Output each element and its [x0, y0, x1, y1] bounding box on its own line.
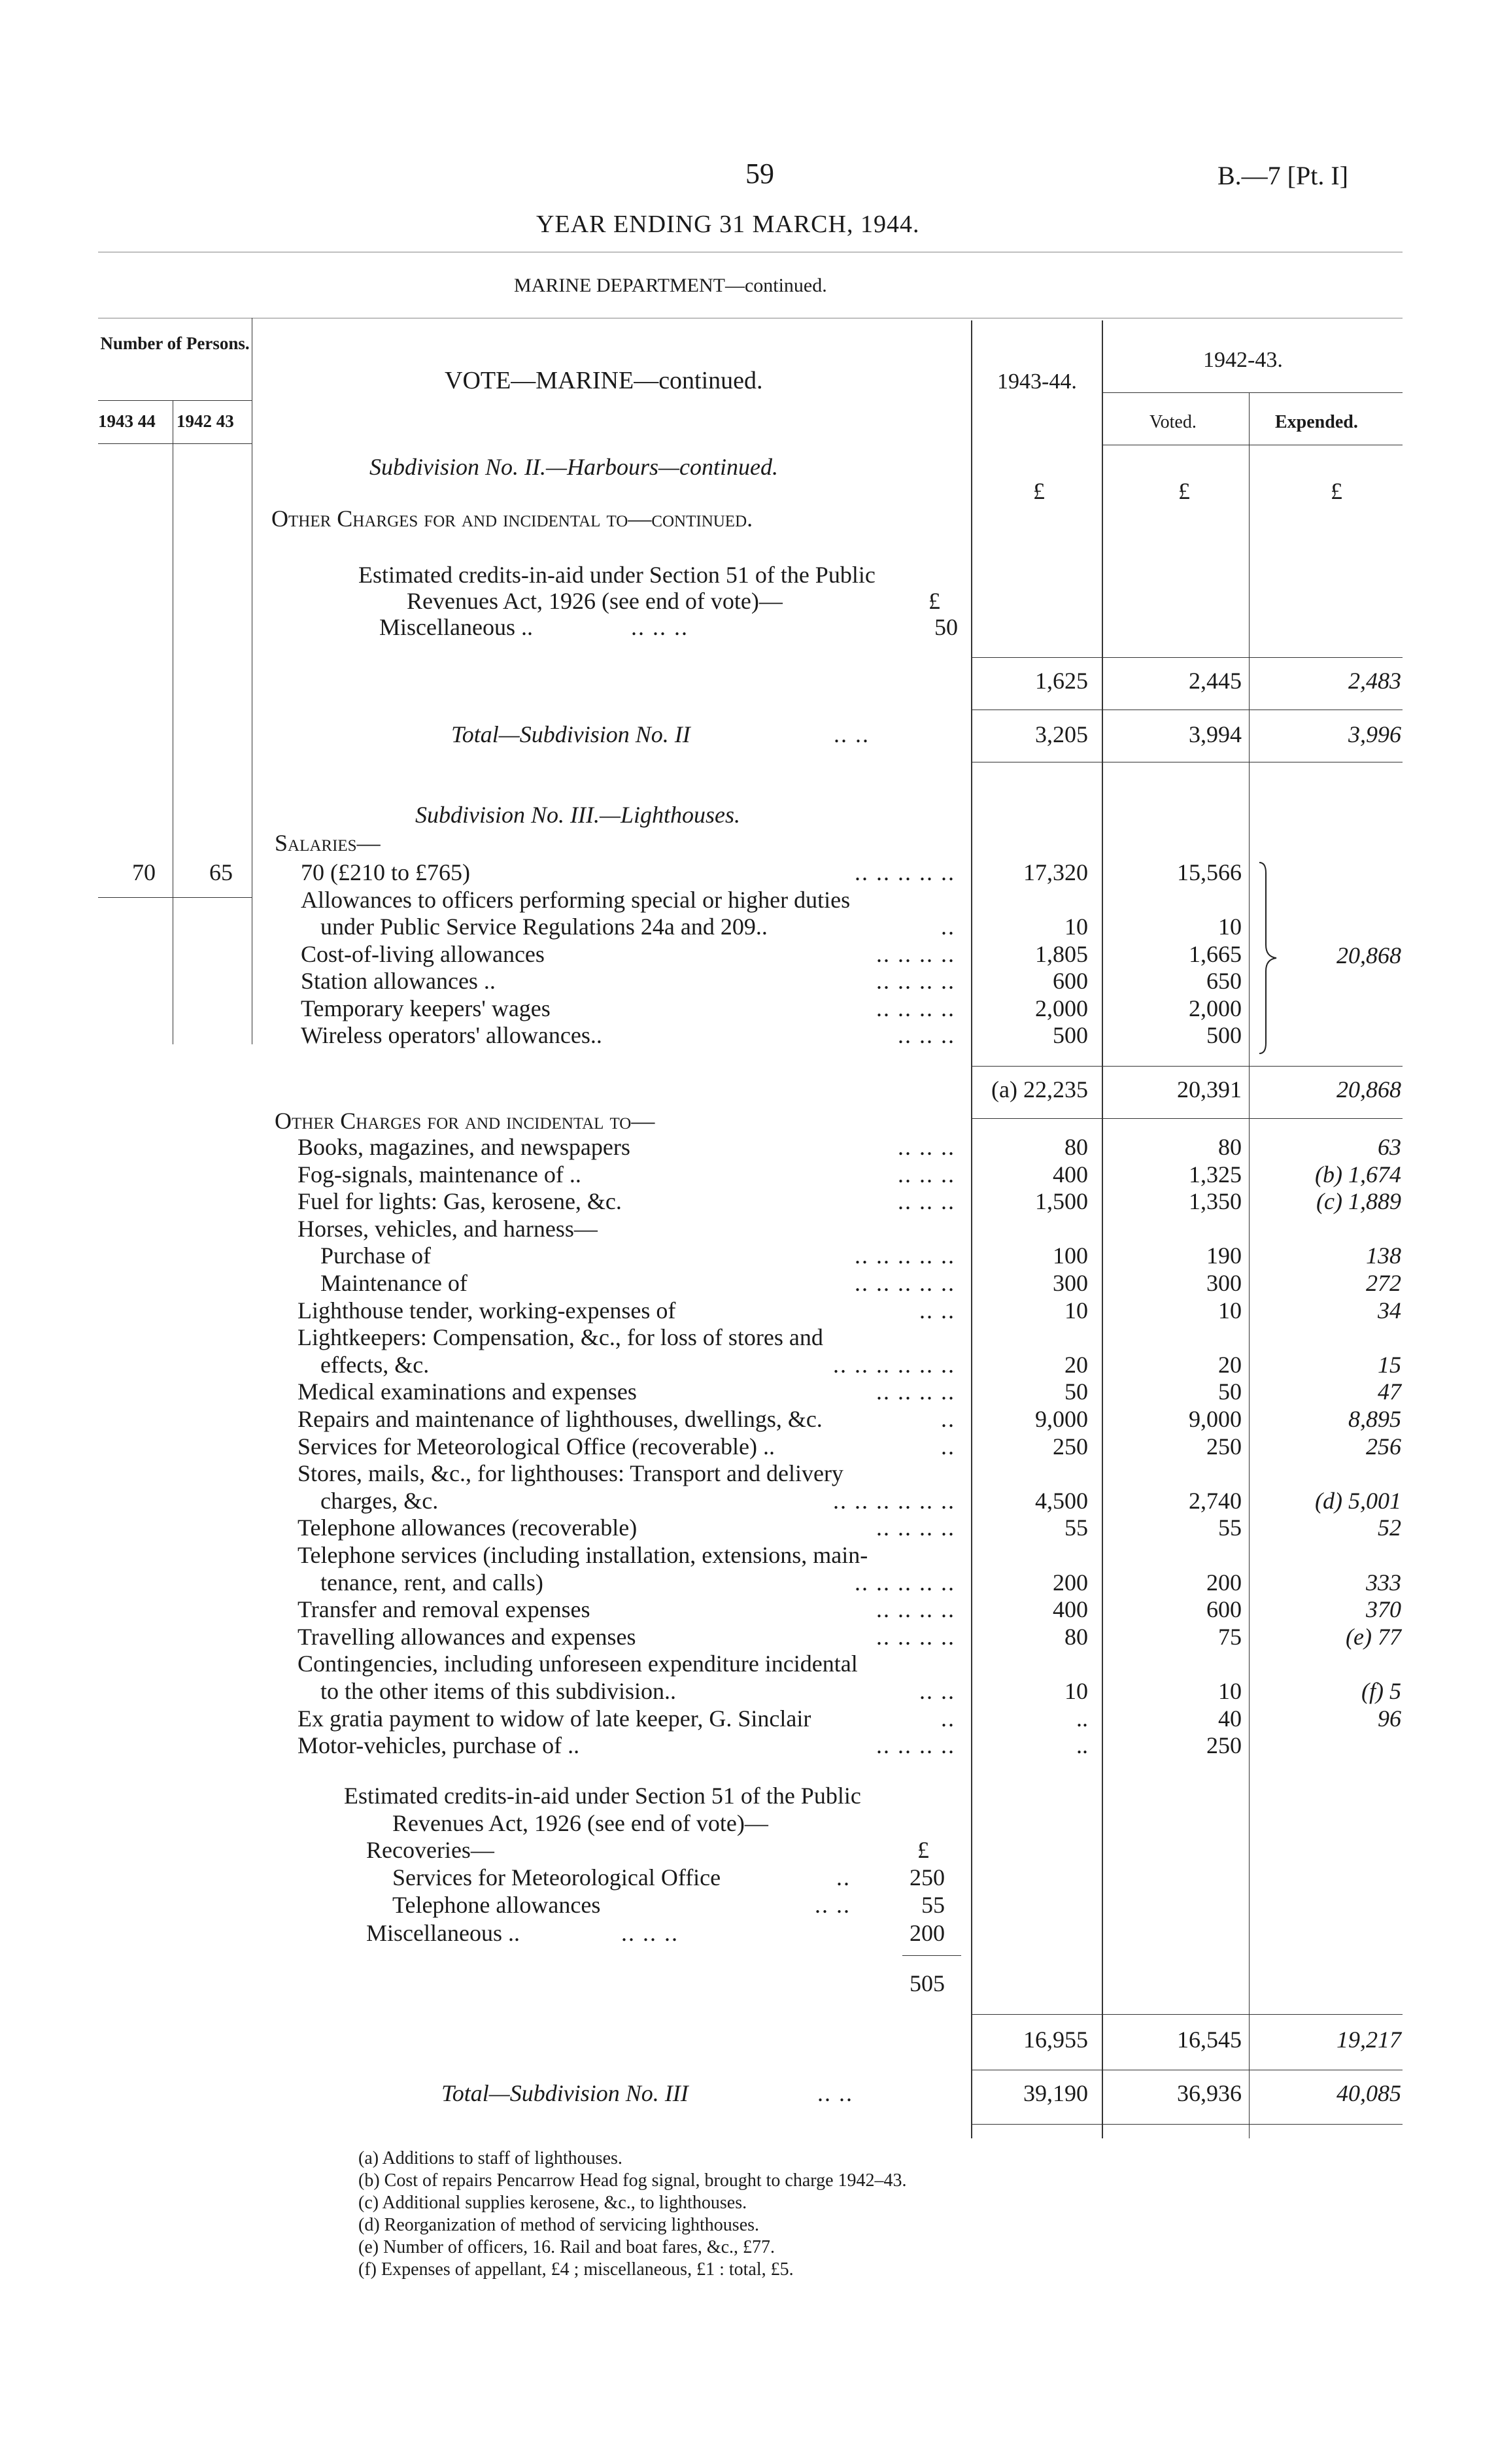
other-row-1943: 250 — [1053, 1433, 1088, 1460]
other-row-voted: 1,325 — [1189, 1161, 1242, 1188]
sub3-total-label: Total—Subdivision No. III — [441, 2080, 689, 2106]
other-row-1943: 80 — [1064, 1134, 1088, 1160]
other-row-expended: 138 — [1366, 1242, 1401, 1269]
other-row-dots: .. .. .. .. — [876, 1624, 955, 1650]
salary-row-1943: 500 — [1053, 1022, 1088, 1048]
other-row-dots: .. .. .. .. .. .. — [833, 1352, 955, 1378]
salary-row-voted: 650 — [1206, 968, 1242, 994]
other-row-expended: 256 — [1366, 1433, 1401, 1460]
salary-total-bottom-rule — [971, 1118, 1403, 1119]
other-row-dots: .. .. .. .. .. — [855, 1242, 955, 1269]
sub3-misc-value: 200 — [910, 1920, 945, 1946]
sub2-sum-1943: 1,625 — [1035, 668, 1088, 694]
other-row-voted: 250 — [1206, 1433, 1242, 1460]
other-row-expended: 34 — [1378, 1297, 1401, 1324]
other-row-expended: 47 — [1378, 1378, 1401, 1405]
sub2-total-1943: 3,205 — [1035, 721, 1088, 747]
expended-header: Expended. — [1275, 412, 1358, 432]
col-1943-left-border — [971, 320, 972, 2138]
other-row-dots: .. — [941, 1406, 955, 1432]
other-row-dots: .. .. — [919, 1297, 955, 1324]
sub2-credits-pound: £ — [928, 588, 940, 614]
persons-col-1943: 1943 44 — [98, 411, 156, 431]
sub3-credits-pound: £ — [917, 1837, 929, 1863]
footnote: (a) Additions to staff of lighthouses. — [358, 2148, 622, 2168]
other-row-voted: 55 — [1218, 1514, 1242, 1541]
other-row-expended: (c) 1,889 — [1316, 1188, 1401, 1214]
salary-row-label: under Public Service Regulations 24a and 209.. — [320, 914, 768, 940]
sub2-misc-dots: .. .. .. — [631, 614, 689, 640]
sub2-sum-expended: 2,483 — [1348, 668, 1401, 694]
other-row-1943: 50 — [1064, 1378, 1088, 1405]
sub3-total-voted: 36,936 — [1177, 2080, 1242, 2106]
other-row-expended: 333 — [1366, 1569, 1401, 1596]
col-1942-rule — [1102, 392, 1403, 393]
footnote: (c) Additional supplies kerosene, &c., to lighthouses. — [358, 2193, 747, 2213]
other-row-1943: 200 — [1053, 1569, 1088, 1596]
sub2-sum-rule — [971, 657, 1403, 658]
sub3-credits-total: 505 — [910, 1970, 945, 1996]
col-1943-right-border — [1102, 320, 1103, 2138]
other-row-dots: .. .. .. .. .. .. — [833, 1488, 955, 1514]
other-row-label: to the other items of this subdivision.. — [320, 1678, 676, 1704]
other-row-voted: 600 — [1206, 1596, 1242, 1622]
sub3-recoveries: Recoveries— — [366, 1837, 494, 1863]
sub3-persons-1943: 70 — [132, 859, 156, 885]
salary-row-1943: 2,000 — [1035, 995, 1088, 1021]
sub3-sum-voted: 16,545 — [1177, 2027, 1242, 2053]
sub2-misc-value: 50 — [934, 614, 958, 640]
voted-header: Voted. — [1149, 412, 1197, 432]
footnote: (d) Reorganization of method of servicing lighthouses. — [358, 2215, 760, 2235]
recovery-row-dots: .. .. — [815, 1892, 851, 1918]
other-row-label: Services for Meteorological Office (recoverable) .. — [298, 1433, 775, 1460]
other-row-dots: .. .. .. — [898, 1134, 955, 1160]
salary-row-1943: 10 — [1064, 914, 1088, 940]
salary-row-label: 70 (£210 to £765) — [301, 859, 470, 885]
sub3-total-dots: .. .. — [817, 2080, 853, 2106]
salary-row-label: Station allowances .. — [301, 968, 496, 994]
other-row-1943: 9,000 — [1035, 1406, 1088, 1432]
sub3-credits-line1: Estimated credits-in-aid under Section 51 of the Public — [344, 1783, 861, 1809]
salary-total-voted: 20,391 — [1177, 1076, 1242, 1103]
other-row-label: Telephone services (including installation, extensions, main- — [298, 1542, 868, 1568]
other-row-dots: .. .. .. .. .. — [855, 1569, 955, 1596]
other-row-1943: 80 — [1064, 1624, 1088, 1650]
other-row-label: Ex gratia payment to widow of late keeper, G. Sinclair — [298, 1705, 811, 1732]
other-row-voted: 250 — [1206, 1732, 1242, 1758]
persons-header — [98, 334, 252, 353]
salary-total-1943: (a) 22,235 — [991, 1076, 1088, 1103]
other-row-expended: 15 — [1378, 1352, 1401, 1378]
sub2-title: Subdivision No. II.—Harbours—continued. — [369, 454, 778, 480]
salary-row-voted: 1,665 — [1189, 941, 1242, 967]
salary-row-label: Temporary keepers' wages — [301, 995, 551, 1021]
other-row-expended: (f) 5 — [1361, 1678, 1401, 1704]
sub2-credits-line2: Revenues Act, 1926 (see end of vote)— — [407, 588, 783, 614]
salary-row-dots: .. .. .. .. — [876, 941, 955, 967]
credits-sum-rule — [902, 1955, 961, 1956]
page-number: 59 — [745, 158, 774, 190]
vote-header: VOTE—MARINE—continued. — [445, 367, 763, 394]
sub3-total-1943: 39,190 — [1023, 2080, 1088, 2106]
other-row-label: Lighthouse tender, working-expenses of — [298, 1297, 676, 1324]
other-row-label: Transfer and removal expenses — [298, 1596, 590, 1622]
sub3-persons-1942: 65 — [209, 859, 233, 885]
other-row-voted: 9,000 — [1189, 1406, 1242, 1432]
sub2-total-label: Total—Subdivision No. II — [451, 721, 690, 747]
sub3-credits-line2: Revenues Act, 1926 (see end of vote)— — [392, 1810, 768, 1836]
sub3-other-charges: Other Charges for and incidental to— — [275, 1108, 655, 1134]
brace-shape — [1257, 860, 1283, 1056]
sub3-sum-expended: 19,217 — [1336, 2027, 1401, 2053]
sub2-misc-label: Miscellaneous .. — [379, 614, 533, 640]
other-row-label: Horses, vehicles, and harness— — [298, 1216, 598, 1242]
other-row-dots: .. .. .. .. — [876, 1732, 955, 1758]
other-row-label: Repairs and maintenance of lighthouses, dwellings, &c. — [298, 1406, 823, 1432]
other-row-1943: 55 — [1064, 1514, 1088, 1541]
other-row-dots: .. .. .. .. .. — [855, 1270, 955, 1296]
other-row-label: Purchase of — [320, 1242, 431, 1269]
salary-row-dots: .. .. .. .. .. — [855, 859, 955, 885]
other-row-voted: 20 — [1218, 1352, 1242, 1378]
other-row-label: Fog-signals, maintenance of .. — [298, 1161, 581, 1188]
sub3-misc-dots: .. .. .. — [621, 1920, 679, 1946]
sub2-total-voted: 3,994 — [1189, 721, 1242, 747]
sub2-other-charges: Other Charges for and incidental to—continued. — [271, 505, 753, 532]
salary-expended-value: 20,868 — [1336, 942, 1401, 968]
sub3-title: Subdivision No. III.—Lighthouses. — [415, 802, 741, 828]
other-row-dots: .. — [941, 1705, 955, 1732]
salary-brace — [1257, 860, 1283, 1056]
salary-row-voted: 10 — [1218, 914, 1242, 940]
year-title: YEAR ENDING 31 MARCH, 1944. — [536, 211, 920, 238]
sub2-pound-expended: £ — [1331, 478, 1342, 504]
other-row-voted: 80 — [1218, 1134, 1242, 1160]
sub3-total-bottom-rule — [971, 2124, 1403, 2125]
persons-header-text: Number of Persons. — [100, 334, 250, 353]
other-row-1943: .. — [1076, 1705, 1088, 1732]
other-row-expended: 272 — [1366, 1270, 1401, 1296]
salary-row-label: Cost-of-living allowances — [301, 941, 545, 967]
salary-row-dots: .. .. .. — [898, 1022, 955, 1048]
sub2-total-expended: 3,996 — [1348, 721, 1401, 747]
other-row-voted: 10 — [1218, 1297, 1242, 1324]
salary-row-voted: 2,000 — [1189, 995, 1242, 1021]
col-1943-header: 1943-44. — [997, 369, 1077, 394]
other-row-voted: 10 — [1218, 1678, 1242, 1704]
other-row-1943: 10 — [1064, 1678, 1088, 1704]
other-row-voted: 1,350 — [1189, 1188, 1242, 1214]
salary-row-1943: 17,320 — [1023, 859, 1088, 885]
footnote: (f) Expenses of appellant, £4 ; miscellaneous, £1 : total, £5. — [358, 2259, 794, 2280]
voted-right-border — [1249, 392, 1250, 2138]
persons-col-1942: 1942 43 — [177, 411, 234, 431]
other-row-expended: (e) 77 — [1346, 1624, 1401, 1650]
recovery-row-value: 55 — [921, 1892, 945, 1918]
department-title: MARINE DEPARTMENT—continued. — [514, 275, 827, 296]
other-row-label: Fuel for lights: Gas, kerosene, &c. — [298, 1188, 622, 1214]
other-row-expended: 63 — [1378, 1134, 1401, 1160]
other-row-expended: 370 — [1366, 1596, 1401, 1622]
recovery-row-label: Services for Meteorological Office — [392, 1864, 721, 1891]
other-row-label: tenance, rent, and calls) — [320, 1569, 543, 1596]
recovery-row-label: Telephone allowances — [392, 1892, 601, 1918]
other-row-1943: 1,500 — [1035, 1188, 1088, 1214]
other-row-dots: .. .. .. .. — [876, 1378, 955, 1405]
other-row-expended: (d) 5,001 — [1315, 1488, 1401, 1514]
other-row-label: effects, &c. — [320, 1352, 430, 1378]
other-row-label: Stores, mails, &c., for lighthouses: Transport and delivery — [298, 1460, 843, 1486]
other-row-1943: 10 — [1064, 1297, 1088, 1324]
salary-row-dots: .. — [941, 914, 955, 940]
other-row-voted: 200 — [1206, 1569, 1242, 1596]
other-row-voted: 40 — [1218, 1705, 1242, 1732]
salary-row-label: Allowances to officers performing special or higher duties — [301, 887, 851, 913]
persons-header-rule — [98, 400, 252, 401]
salary-row-dots: .. .. .. .. — [876, 968, 955, 994]
other-row-dots: .. .. .. — [898, 1161, 955, 1188]
sub3-total-expended: 40,085 — [1336, 2080, 1401, 2106]
sub3-persons-rule — [98, 897, 252, 898]
other-row-label: charges, &c. — [320, 1488, 439, 1514]
other-row-dots: .. .. — [919, 1678, 955, 1704]
other-row-1943: 400 — [1053, 1596, 1088, 1622]
other-row-voted: 2,740 — [1189, 1488, 1242, 1514]
salary-row-label: Wireless operators' allowances.. — [301, 1022, 602, 1048]
sub2-credits-line1: Estimated credits-in-aid under Section 51 of the Public — [358, 562, 876, 588]
other-row-label: Lightkeepers: Compensation, &c., for loss of stores and — [298, 1324, 823, 1350]
other-row-label: Books, magazines, and newspapers — [298, 1134, 630, 1160]
salary-row-1943: 1,805 — [1035, 941, 1088, 967]
other-row-label: Travelling allowances and expenses — [298, 1624, 636, 1650]
salary-sum-rule — [971, 1066, 1403, 1067]
other-row-voted: 75 — [1218, 1624, 1242, 1650]
sub2-pound-voted: £ — [1178, 478, 1190, 504]
other-row-voted: 300 — [1206, 1270, 1242, 1296]
other-row-dots: .. — [941, 1433, 955, 1460]
other-row-1943: 20 — [1064, 1352, 1088, 1378]
salary-total-expended: 20,868 — [1336, 1076, 1401, 1103]
other-row-label: Motor-vehicles, purchase of .. — [298, 1732, 580, 1758]
other-row-1943: 4,500 — [1035, 1488, 1088, 1514]
other-row-expended: 8,895 — [1348, 1406, 1401, 1432]
other-row-1943: 400 — [1053, 1161, 1088, 1188]
other-row-expended: (b) 1,674 — [1315, 1161, 1401, 1188]
recovery-row-dots: .. — [836, 1864, 851, 1891]
other-row-1943: 300 — [1053, 1270, 1088, 1296]
other-row-label: Telephone allowances (recoverable) — [298, 1514, 638, 1541]
salary-row-voted: 15,566 — [1177, 859, 1242, 885]
other-row-label: Medical examinations and expenses — [298, 1378, 637, 1405]
sub3-salaries-heading: Salaries— — [275, 830, 381, 856]
col-1942-header: 1942-43. — [1203, 348, 1283, 372]
other-row-1943: 100 — [1053, 1242, 1088, 1269]
doc-reference: B.—7 [Pt. I] — [1217, 161, 1348, 190]
footnote: (e) Number of officers, 16. Rail and boat fares, &c., £77. — [358, 2237, 775, 2257]
persons-header-rule-2 — [98, 443, 252, 444]
salary-row-1943: 600 — [1053, 968, 1088, 994]
sub3-sum-rule — [971, 2014, 1403, 2015]
other-row-dots: .. .. .. .. — [876, 1596, 955, 1622]
sub2-pound-1943: £ — [1033, 478, 1045, 504]
salary-row-voted: 500 — [1206, 1022, 1242, 1048]
other-row-label: Contingencies, including unforeseen expenditure incidental — [298, 1651, 858, 1677]
sub2-total-dots: .. .. — [834, 721, 870, 747]
other-row-label: Maintenance of — [320, 1270, 468, 1296]
other-row-dots: .. .. .. — [898, 1188, 955, 1214]
other-row-expended: 52 — [1378, 1514, 1401, 1541]
other-row-expended: 96 — [1378, 1705, 1401, 1732]
other-row-1943: .. — [1076, 1732, 1088, 1758]
other-row-voted: 190 — [1206, 1242, 1242, 1269]
recovery-row-value: 250 — [910, 1864, 945, 1891]
sub3-sum-1943: 16,955 — [1023, 2027, 1088, 2053]
salary-row-dots: .. .. .. .. — [876, 995, 955, 1021]
sub2-sum-voted: 2,445 — [1189, 668, 1242, 694]
sub3-misc-label: Miscellaneous .. — [366, 1920, 520, 1946]
other-row-voted: 50 — [1218, 1378, 1242, 1405]
footnote: (b) Cost of repairs Pencarrow Head fog signal, brought to charge 1942–43. — [358, 2170, 907, 2191]
other-row-dots: .. .. .. .. — [876, 1514, 955, 1541]
